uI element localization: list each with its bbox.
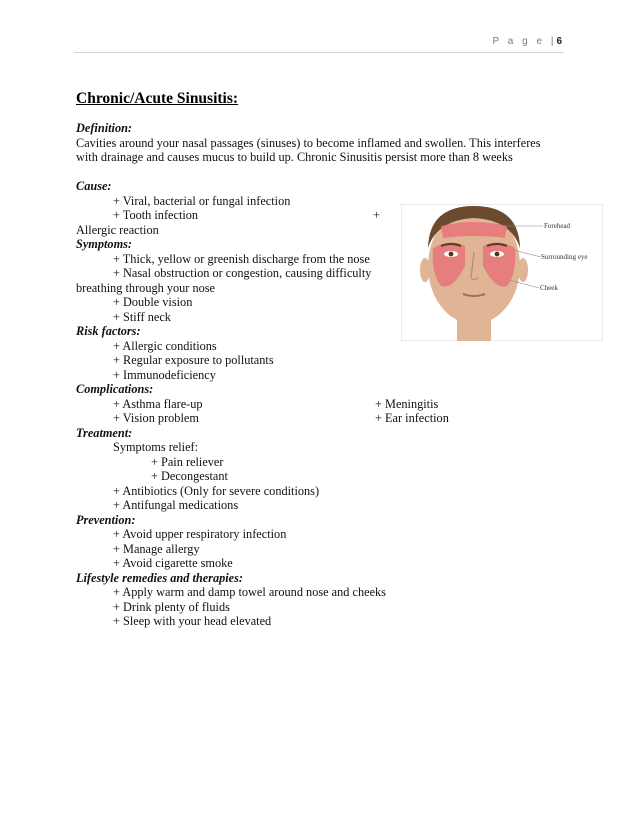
complications-item-4: + Ear infection [375, 411, 449, 425]
treatment-item-2: + Antifungal medications [113, 498, 239, 512]
symptoms-item-3: + Double vision [113, 295, 193, 309]
page-number: 6 [556, 36, 562, 47]
treatment-relief: Symptoms relief: [113, 440, 199, 454]
label-surrounding-eye: Surrounding eye [541, 253, 588, 261]
lifestyle-heading: Lifestyle remedies and therapies: [76, 570, 243, 585]
complications-item-3: + Vision problem [113, 411, 199, 425]
risk-heading: Risk factors: [76, 324, 141, 338]
label-forehead: Forehead [544, 222, 571, 230]
complications-row-1 [76, 397, 576, 412]
complications-item-1: + Asthma flare-up [113, 396, 203, 411]
left-pupil [449, 252, 454, 257]
page-header [493, 36, 562, 47]
treatment-item-1: + Antibiotics (Only for severe conditions) [113, 483, 320, 498]
lifestyle-item-3: + Sleep with your head elevated [113, 614, 272, 628]
risk-item-1: + Allergic conditions [113, 338, 217, 353]
symptoms-item-2: + Nasal obstruction or congestion, causing difficulty [113, 266, 372, 280]
symptoms-item-2-cont: breathing through your nose [76, 280, 215, 295]
definition-section [76, 121, 566, 165]
prevention-heading: Prevention: [76, 512, 136, 527]
definition-line-2: with drainage and causes mucus to build up. Chronic Sinusitis persist more than 8 weeks [76, 150, 513, 164]
lifestyle-item-2: + Drink plenty of fluids [113, 599, 230, 614]
complications-heading: Complications: [76, 382, 154, 396]
right-ear [518, 258, 528, 282]
sinus-diagram [401, 204, 603, 341]
cause-item-3: Allergic reaction [76, 222, 159, 237]
cause-item-3-plus: + [373, 208, 380, 222]
risk-item-2: + Regular exposure to pollutants [113, 353, 274, 367]
lifestyle-item-1: + Apply warm and damp towel around nose and cheeks [113, 585, 386, 599]
definition-heading: Definition: [76, 121, 133, 135]
prevention-item-3: + Avoid cigarette smoke [113, 556, 233, 570]
prevention-item-2: + Manage allergy [113, 541, 200, 556]
forehead-sinus [441, 222, 507, 238]
symptoms-item-4: + Stiff neck [113, 309, 171, 324]
prevention-item-1: + Avoid upper respiratory infection [113, 527, 287, 541]
risk-item-3: + Immunodeficiency [113, 367, 216, 382]
page-label: P a g e [492, 36, 546, 47]
page-separator: | [550, 36, 557, 47]
treatment-sub-2: + Decongestant [151, 469, 228, 483]
definition-line-1: Cavities around your nasal passages (sinuses) to become inflamed and swollen. This interferes [76, 135, 541, 150]
cause-heading: Cause: [76, 179, 112, 193]
complications-row-2 [76, 411, 576, 426]
header-divider [74, 52, 564, 53]
symptoms-item-1: + Thick, yellow or greenish discharge from the nose [113, 251, 370, 266]
right-pupil [495, 252, 500, 257]
left-ear [420, 258, 430, 282]
symptoms-heading: Symptoms: [76, 237, 133, 251]
cause-item-1: + Viral, bacterial or fungal infection [113, 193, 291, 208]
page-title: Chronic/Acute Sinusitis: [76, 90, 239, 107]
treatment-sub-1: + Pain reliever [151, 454, 224, 469]
label-cheek: Cheek [540, 284, 558, 292]
treatment-heading: Treatment: [76, 425, 133, 440]
complications-item-2: + Meningitis [375, 396, 439, 411]
cause-item-2: + Tooth infection [113, 208, 199, 222]
